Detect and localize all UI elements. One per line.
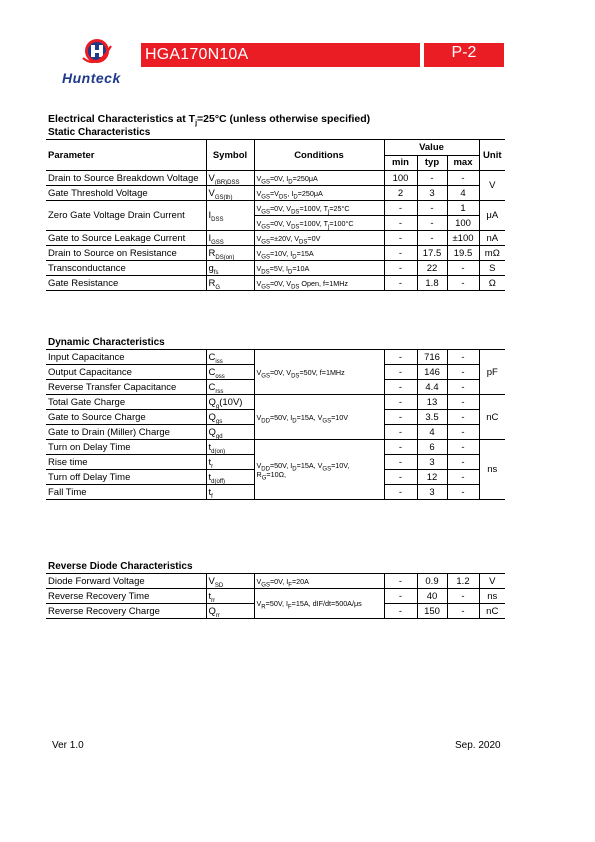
param-cell: Turn off Delay Time	[46, 470, 206, 485]
header-conditions: Conditions	[254, 140, 384, 171]
typ-cell: -	[417, 216, 447, 231]
max-cell: -	[447, 455, 479, 470]
table-row	[46, 276, 505, 291]
typ-cell: -	[417, 171, 447, 186]
unit-cell: pF	[479, 350, 505, 395]
param-cell: Fall Time	[46, 485, 206, 500]
typ-cell: -	[417, 231, 447, 246]
typ-cell: 17.5	[417, 246, 447, 261]
typ-cell: 150	[417, 604, 447, 619]
typ-cell: 3.5	[417, 410, 447, 425]
typ-cell: 0.9	[417, 574, 447, 589]
table-row	[46, 231, 505, 246]
max-cell: -	[447, 440, 479, 455]
param-cell: Output Capacitance	[46, 365, 206, 380]
min-cell: -	[384, 365, 417, 380]
header-max: max	[447, 155, 479, 171]
typ-cell: 12	[417, 470, 447, 485]
min-cell: -	[384, 410, 417, 425]
table-row	[46, 186, 505, 201]
min-cell: -	[384, 276, 417, 291]
max-cell: -	[447, 395, 479, 410]
header-parameter: Parameter	[46, 140, 206, 171]
table-row	[46, 440, 505, 455]
unit-cell: mΩ	[479, 246, 505, 261]
static-characteristics-table	[46, 125, 505, 291]
unit-cell: V	[479, 171, 505, 201]
typ-cell: 146	[417, 365, 447, 380]
typ-cell: 716	[417, 350, 447, 365]
param-cell: Reverse Recovery Time	[46, 589, 206, 604]
min-cell: -	[384, 350, 417, 365]
max-cell: -	[447, 380, 479, 395]
min-cell: -	[384, 440, 417, 455]
unit-cell: μA	[479, 201, 505, 231]
param-cell: Turn on Delay Time	[46, 440, 206, 455]
unit-cell: S	[479, 261, 505, 276]
max-cell: -	[447, 365, 479, 380]
symbol-cell: $g_{fs}$	[206, 261, 254, 276]
version-label: Ver 1.0	[52, 740, 84, 751]
condition-cell: $V_R=50V$, $I_F=15A$, dIF/dt=500A/μs	[254, 589, 384, 619]
min-cell: -	[384, 604, 417, 619]
symbol-cell: $R_G$	[206, 276, 254, 291]
param-cell: Diode Forward Voltage	[46, 574, 206, 589]
condition-cell: $V_{GS}=\pm 20V$, $V_{DS}=0V$	[254, 231, 384, 246]
param-cell: Gate to Source Charge	[46, 410, 206, 425]
max-cell: -	[447, 425, 479, 440]
header-value: Value	[384, 140, 479, 156]
symbol-cell: $t_f$	[206, 485, 254, 500]
min-cell: -	[384, 589, 417, 604]
max-cell: ±100	[447, 231, 479, 246]
typ-cell: 1.8	[417, 276, 447, 291]
table-row	[46, 395, 505, 410]
condition-cell: $V_{GS}=0V$, $I_F=20A$	[254, 574, 384, 589]
condition-cell: $V_{GS}=0V$, $V_{DS}=50V$, f=1MHz	[254, 350, 384, 395]
header-divider	[420, 43, 424, 67]
unit-cell: nC	[479, 395, 505, 440]
unit-cell: nC	[479, 604, 505, 619]
min-cell: 2	[384, 186, 417, 201]
symbol-cell: $R_{DS(on)}$	[206, 246, 254, 261]
typ-cell: 22	[417, 261, 447, 276]
reverse-diode-table	[46, 559, 505, 619]
table-row	[46, 350, 505, 365]
symbol-cell: $t_{rr}$	[206, 589, 254, 604]
unit-cell: ns	[479, 440, 505, 500]
symbol-cell: $C_{rss}$	[206, 380, 254, 395]
typ-cell: 6	[417, 440, 447, 455]
typ-cell: 3	[417, 186, 447, 201]
min-cell: -	[384, 261, 417, 276]
symbol-cell: $C_{iss}$	[206, 350, 254, 365]
typ-cell: 4	[417, 425, 447, 440]
symbol-cell: $t_{d(off)}$	[206, 470, 254, 485]
max-cell: -	[447, 589, 479, 604]
min-cell: 100	[384, 171, 417, 186]
brand-name: Hunteck	[62, 70, 121, 86]
header-unit: Unit	[479, 140, 505, 171]
table-row	[46, 201, 505, 216]
condition-cell: $V_{DS}=5V$, $I_D=10A$	[254, 261, 384, 276]
max-cell: -	[447, 485, 479, 500]
param-cell: Reverse Recovery Charge	[46, 604, 206, 619]
max-cell: -	[447, 470, 479, 485]
max-cell: 1.2	[447, 574, 479, 589]
max-cell: -	[447, 604, 479, 619]
date-label: Sep. 2020	[455, 740, 501, 751]
max-cell: 1	[447, 201, 479, 216]
page-number: P-2	[451, 44, 477, 61]
part-number: HGA170N10A	[145, 46, 249, 63]
max-cell: -	[447, 261, 479, 276]
symbol-cell: $C_{oss}$	[206, 365, 254, 380]
diode-caption: Reverse Diode Characteristics	[46, 559, 505, 574]
header-typ: typ	[417, 155, 447, 171]
typ-cell: 3	[417, 485, 447, 500]
param-cell: Drain to Source Breakdown Voltage	[46, 171, 206, 186]
table-row	[46, 574, 505, 589]
param-cell: Transconductance	[46, 261, 206, 276]
symbol-cell: $V_{GS(th)}$	[206, 186, 254, 201]
static-caption: Static Characteristics	[46, 125, 505, 140]
symbol-cell: $I_{GSS}$	[206, 231, 254, 246]
param-cell: Total Gate Charge	[46, 395, 206, 410]
symbol-cell: $Q_g(10V)$	[206, 395, 254, 410]
max-cell: 19.5	[447, 246, 479, 261]
condition-cell: $V_{GS}=10V$, $I_D=15A$	[254, 246, 384, 261]
typ-cell: -	[417, 201, 447, 216]
dynamic-characteristics-table	[46, 335, 505, 500]
page-title: Electrical Characteristics at $T_j=25^\circ C$ (unless otherwise specified)	[48, 113, 371, 128]
param-cell: Zero Gate Voltage Drain Current	[46, 201, 206, 231]
table-row	[46, 589, 505, 604]
symbol-cell: $V_{SD}$	[206, 574, 254, 589]
typ-cell: 13	[417, 395, 447, 410]
symbol-cell: $t_r$	[206, 455, 254, 470]
min-cell: -	[384, 485, 417, 500]
max-cell: 4	[447, 186, 479, 201]
symbol-cell: $V_{(BR)DSS}$	[206, 171, 254, 186]
condition-cell: $V_{GS}=0V$, $I_D=250\mu A$	[254, 171, 384, 186]
header-symbol: Symbol	[206, 140, 254, 171]
param-cell: Input Capacitance	[46, 350, 206, 365]
min-cell: -	[384, 201, 417, 216]
header-min: min	[384, 155, 417, 171]
max-cell: 100	[447, 216, 479, 231]
max-cell: -	[447, 350, 479, 365]
table-row	[46, 261, 505, 276]
condition-cell: $V_{GS}=0V$, $V_{DS}=100V$, $T_j=25^\circ C$	[254, 201, 384, 216]
symbol-cell: $I_{DSS}$	[206, 201, 254, 231]
param-cell: Rise time	[46, 455, 206, 470]
param-cell: Gate to Source Leakage Current	[46, 231, 206, 246]
typ-cell: 4.4	[417, 380, 447, 395]
min-cell: -	[384, 470, 417, 485]
max-cell: -	[447, 410, 479, 425]
unit-cell: V	[479, 574, 505, 589]
min-cell: -	[384, 216, 417, 231]
min-cell: -	[384, 395, 417, 410]
condition-cell: $V_{DD}=50V$, $I_D=15A$, $V_{GS}=10V$, $R_G=10\Omega$,	[254, 440, 384, 500]
condition-cell: $V_{GS}=0V$, $V_{DS}=100V$, $T_j=100^\circ C$	[254, 216, 384, 231]
min-cell: -	[384, 380, 417, 395]
typ-cell: 40	[417, 589, 447, 604]
condition-cell: $V_{GS}=V_{DS}$, $I_D=250\mu A$	[254, 186, 384, 201]
min-cell: -	[384, 231, 417, 246]
min-cell: -	[384, 246, 417, 261]
condition-cell: $V_{DD}=50V$, $I_D=15A$, $V_{GS}=10V$	[254, 395, 384, 440]
max-cell: -	[447, 171, 479, 186]
max-cell: -	[447, 276, 479, 291]
unit-cell: Ω	[479, 276, 505, 291]
unit-cell: nA	[479, 231, 505, 246]
condition-cell: $V_{GS}=0V$, $V_{DS}$ Open, f=1MHz	[254, 276, 384, 291]
param-cell: Gate Resistance	[46, 276, 206, 291]
symbol-cell: $Q_{gs}$	[206, 410, 254, 425]
param-cell: Drain to Source on Resistance	[46, 246, 206, 261]
table-row	[46, 171, 505, 186]
param-cell: Gate to Drain (Miller) Charge	[46, 425, 206, 440]
symbol-cell: $Q_{rr}$	[206, 604, 254, 619]
min-cell: -	[384, 425, 417, 440]
param-cell: Gate Threshold Voltage	[46, 186, 206, 201]
symbol-cell: $Q_{gd}$	[206, 425, 254, 440]
typ-cell: 3	[417, 455, 447, 470]
symbol-cell: $t_{d(on)}$	[206, 440, 254, 455]
min-cell: -	[384, 574, 417, 589]
param-cell: Reverse Transfer Capacitance	[46, 380, 206, 395]
table-row	[46, 246, 505, 261]
unit-cell: ns	[479, 589, 505, 604]
dynamic-caption: Dynamic Characteristics	[46, 335, 505, 350]
min-cell: -	[384, 455, 417, 470]
